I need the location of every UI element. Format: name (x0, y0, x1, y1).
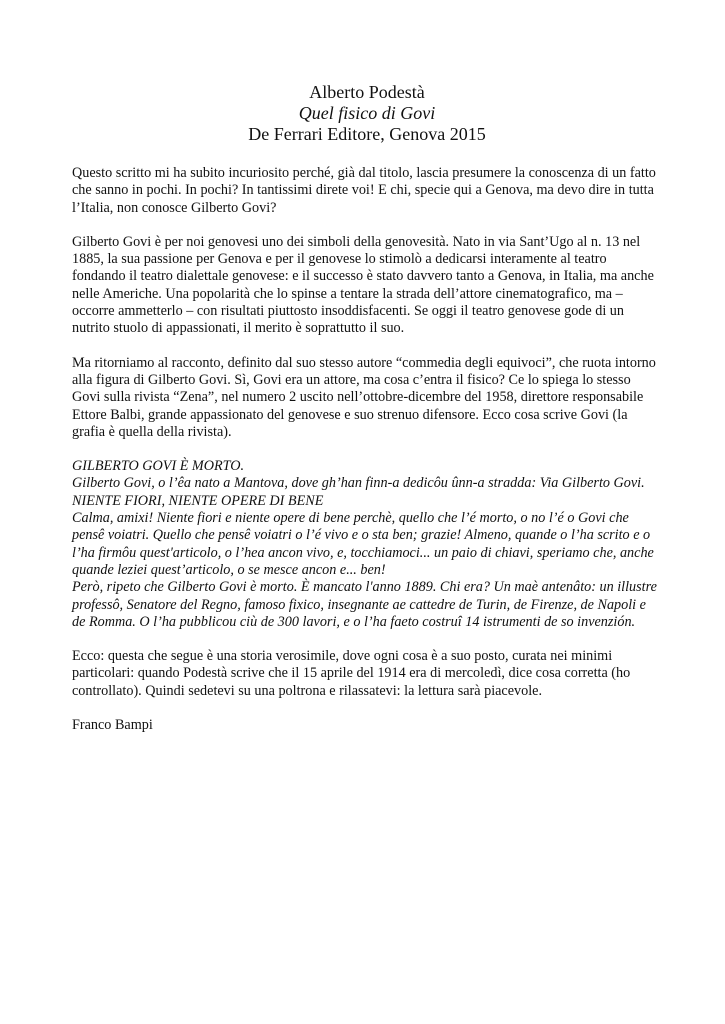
quote-subheading: NIENTE FIORI, NIENTE OPERE DI BENE (72, 492, 324, 509)
author-name: Alberto Podestà (309, 82, 425, 102)
title-block (72, 82, 662, 145)
closing-paragraph: Ecco: questa che segue è una storia verosimile, dove ogni cosa è a suo posto, curata nei minimi particolari: quando Podestà scrive che il 15 aprile del 1914 era di mercoledì, dice cosa corretta (ho controllato). Quindi sedetevi su una poltrona e rilassatevi: la lettura sarà piacevole. (72, 648, 631, 699)
quote-heading: GILBERTO GOVI È MORTO. (72, 458, 245, 475)
document-page (72, 82, 662, 734)
biography-paragraph: Gilberto Govi è per noi genovesi uno dei simboli della genovesità. Nato in via Sant’Ugo al n. 13 nel 1885, la sua passione per Genova e per il genovese lo stimolò a dedicarsi interamente al teatro fondando il teatro dialettale genovese: e il successo è stato davvero tanto a Genova, in Italia, ma anche nelle Americhe. Una popolarità che lo spinse a tentare la strada dell’attore cinematografico, ma – occorre ammetterlo – con risultati piuttosto insoddisfacenti. Se oggi il teatro genovese gode di un nutrito stuolo di appassionati, il merito è soprattutto il suo. (72, 233, 654, 337)
book-title: Quel fisico di Govi (298, 103, 436, 123)
quote-line: Calma, amixi! Niente fiori e niente opere di bene perchè, quello che l’é morto, o no l’é o Govi che pensê voiatri. Quello che pensê voiatri o l’é vivo e o sta ben; grazie! Almeno, quande o l’ha scrito e o l’ha firmôu quest'articolo, o l’hea ancon vivo, e, tocchiamoci... un paio di chiavi, speriamo che, anche quande leziei quest’articolo, o se mesce ancon e... ben! (72, 510, 654, 578)
quote-line: Gilberto Govi, o l’êa nato a Mantova, dove gh’han finn-a dedicôu ûnn-a stradda: Via Gilberto Govi. (72, 475, 645, 492)
dialect-quote (72, 458, 662, 631)
signature: Franco Bampi (72, 717, 153, 734)
intro-paragraph: Questo scritto mi ha subito incuriosito perché, già dal titolo, lascia presumere la conoscenza di un fatto che sanno in pochi. In pochi? In tantissimi direte voi! E chi, specie qui a Genova, ma devo dire in tutta l’Italia, non conosce Gilberto Govi? (72, 165, 656, 216)
publisher-line: De Ferrari Editore, Genova 2015 (248, 124, 486, 144)
quote-line: Però, ripeto che Gilberto Govi è morto. È mancato l'anno 1889. Chi era? Un maè antenâto: un illustre professô, Senatore del Regno, famoso fixico, insegnante ae cattedre de Turin, de Firenze, de Napoli e de Romma. O l’ha pubblicou ciù de 300 lavori, e o l’ha faeto costruî 14 istrumenti de so invenzión. (72, 579, 657, 630)
context-paragraph: Ma ritorniamo al racconto, definito dal suo stesso autore “commedia degli equivoci”, che ruota intorno alla figura di Gilberto Govi. Sì, Govi era un attore, ma cosa c’entra il fisico? Ce lo spiega lo stesso Govi sulla rivista “Zena”, nel numero 2 uscito nell’ottobre-dicembre del 1958, direttore responsabile Ettore Balbi, grande appassionato del genovese e suo strenuo difensore. Ecco cosa scrive Govi (la grafia è quella della rivista). (72, 354, 656, 440)
